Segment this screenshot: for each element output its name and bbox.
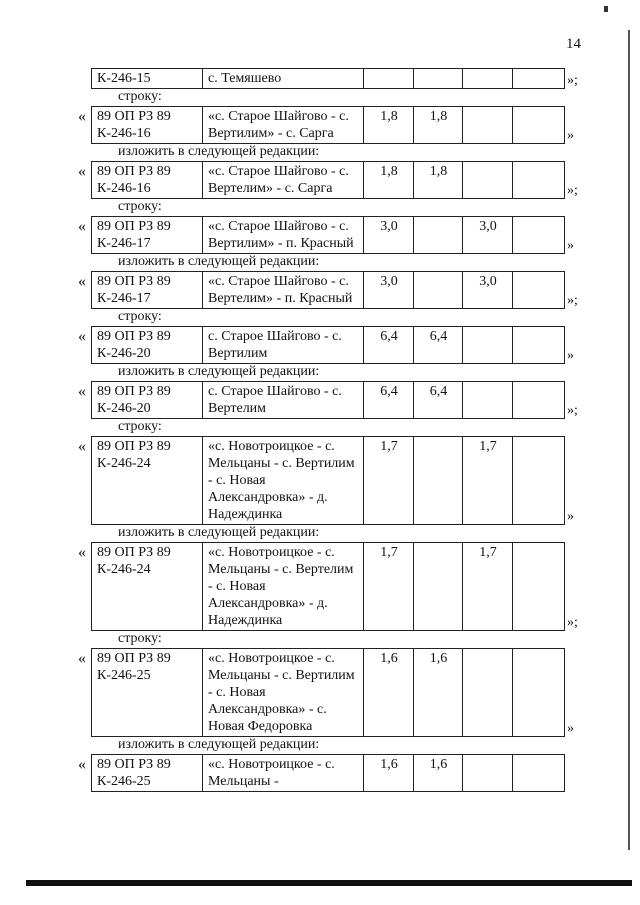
closing-quote: »: [567, 721, 574, 736]
closing-quote: »: [567, 348, 574, 363]
value-cell: [463, 107, 513, 144]
table-row: [78, 161, 608, 199]
instruction-line: [78, 631, 608, 648]
value-cell: [463, 649, 513, 737]
scan-mark: [604, 6, 608, 12]
page-number: 14: [566, 36, 581, 52]
road-name-cell: «с. Старое Шайгово - с. Вертилим» - п. Красный: [203, 217, 364, 254]
closing-quote: »: [567, 509, 574, 524]
value-cell: [513, 327, 565, 364]
value-cell: 1,8: [364, 107, 414, 144]
instruction-text: строку:: [118, 419, 162, 434]
value-cell: [513, 272, 565, 309]
instruction-line: [78, 199, 608, 216]
opening-quote: «: [78, 328, 86, 345]
value-cell: 1,6: [414, 649, 463, 737]
opening-quote: «: [78, 218, 86, 235]
value-cell: [414, 543, 463, 631]
closing-quote: »;: [567, 615, 578, 630]
closing-quote: »;: [567, 73, 578, 88]
value-cell: [463, 327, 513, 364]
data-table: [91, 754, 565, 792]
document-body: [78, 68, 608, 792]
value-cell: [513, 543, 565, 631]
road-code-cell: 89 ОП РЗ 89 К-246-17: [92, 217, 203, 254]
data-table: [91, 542, 565, 631]
road-code-cell: 89 ОП РЗ 89 К-246-25: [92, 755, 203, 792]
closing-quote: »: [567, 238, 574, 253]
value-cell: [513, 217, 565, 254]
instruction-line: [78, 419, 608, 436]
closing-quote: »;: [567, 293, 578, 308]
closing-quote: »: [567, 128, 574, 143]
value-cell: 1,6: [414, 755, 463, 792]
table-row: [78, 216, 608, 254]
instruction-line: [78, 254, 608, 271]
value-cell: 1,7: [463, 543, 513, 631]
road-name-cell: «с. Новотроицкое - с. Мельцаны - с. Вертилим - с. Новая Александровка» - д. Надеждинка: [203, 437, 364, 525]
road-code-cell: 89 ОП РЗ 89 К-246-16: [92, 162, 203, 199]
road-name-cell: с. Старое Шайгово - с. Вертелим: [203, 382, 364, 419]
bottom-rule: [26, 880, 632, 886]
value-cell: [513, 69, 565, 89]
opening-quote: «: [78, 163, 86, 180]
road-name-cell: «с. Новотроицкое - с. Мельцаны - с. Вертелим - с. Новая Александровка» - д. Надеждинка: [203, 543, 364, 631]
value-cell: [513, 382, 565, 419]
road-name-cell: «с. Старое Шайгово - с. Вертелим» - п. Красный: [203, 272, 364, 309]
table-row: [78, 542, 608, 631]
value-cell: [513, 755, 565, 792]
value-cell: [463, 162, 513, 199]
road-code-cell: 89 ОП РЗ 89 К-246-16: [92, 107, 203, 144]
value-cell: 1,8: [414, 107, 463, 144]
amendment-list: [78, 89, 608, 792]
value-cell: 6,4: [364, 327, 414, 364]
instruction-text: строку:: [118, 199, 162, 214]
data-table: [91, 106, 565, 144]
instruction-line: [78, 525, 608, 542]
instruction-text: изложить в следующей редакции:: [118, 525, 320, 540]
data-table: [91, 161, 565, 199]
value-cell: [414, 272, 463, 309]
value-cell: [513, 107, 565, 144]
road-name-cell: «с. Старое Шайгово - с. Вертелим» - с. Сарга: [203, 162, 364, 199]
instruction-line: [78, 364, 608, 381]
opening-quote: «: [78, 756, 86, 773]
value-cell: [364, 69, 414, 89]
value-cell: [414, 217, 463, 254]
value-cell: [513, 162, 565, 199]
instruction-line: [78, 309, 608, 326]
closing-quote: »;: [567, 403, 578, 418]
instruction-line: [78, 737, 608, 754]
road-code-cell: 89 ОП РЗ 89 К-246-24: [92, 437, 203, 525]
road-code-cell: 89 ОП РЗ 89 К-246-20: [92, 327, 203, 364]
road-name-cell: «с. Новотроицкое - с. Мельцаны -: [203, 755, 364, 792]
table-row: [78, 648, 608, 737]
road-code-cell: 89 ОП РЗ 89 К-246-20: [92, 382, 203, 419]
opening-quote: «: [78, 383, 86, 400]
value-cell: 1,7: [364, 437, 414, 525]
value-cell: 6,4: [414, 382, 463, 419]
opening-quote: «: [78, 650, 86, 667]
value-cell: 6,4: [414, 327, 463, 364]
data-table: [91, 648, 565, 737]
closing-quote: »;: [567, 183, 578, 198]
value-cell: [463, 69, 513, 89]
value-cell: 1,6: [364, 649, 414, 737]
road-code-cell: 89 ОП РЗ 89 К-246-24: [92, 543, 203, 631]
value-cell: [513, 649, 565, 737]
instruction-text: изложить в следующей редакции:: [118, 737, 320, 752]
table-row: [78, 106, 608, 144]
value-cell: 1,8: [414, 162, 463, 199]
road-name-cell: «с. Старое Шайгово - с. Вертилим» - с. Сарга: [203, 107, 364, 144]
value-cell: [414, 69, 463, 89]
road-name-cell: с. Старое Шайгово - с. Вертилим: [203, 327, 364, 364]
road-code-cell: К-246-15: [92, 69, 203, 89]
table-row-top: [78, 68, 608, 89]
value-cell: 1,7: [364, 543, 414, 631]
road-name-cell: «с. Новотроицкое - с. Мельцаны - с. Вертилим - с. Новая Александровка» - с. Новая Федоровка: [203, 649, 364, 737]
opening-quote: «: [78, 544, 86, 561]
data-table: [91, 381, 565, 419]
table-row: [78, 754, 608, 792]
table-row: [78, 381, 608, 419]
opening-quote: «: [78, 438, 86, 455]
value-cell: [463, 382, 513, 419]
table-row: [78, 271, 608, 309]
instruction-line: [78, 144, 608, 161]
data-table: [91, 271, 565, 309]
value-cell: 3,0: [364, 272, 414, 309]
opening-quote: «: [78, 273, 86, 290]
table-row: [78, 326, 608, 364]
scan-edge-line: [628, 30, 630, 850]
instruction-text: строку:: [118, 631, 162, 646]
table-row: [78, 436, 608, 525]
value-cell: 3,0: [364, 217, 414, 254]
value-cell: 3,0: [463, 217, 513, 254]
instruction-text: строку:: [118, 89, 162, 104]
road-code-cell: 89 ОП РЗ 89 К-246-17: [92, 272, 203, 309]
instruction-text: изложить в следующей редакции:: [118, 364, 320, 379]
value-cell: [463, 755, 513, 792]
value-cell: 1,6: [364, 755, 414, 792]
data-table: [91, 326, 565, 364]
data-table: [91, 216, 565, 254]
data-table: [91, 436, 565, 525]
road-name-cell: с. Темяшево: [203, 69, 364, 89]
instruction-line: [78, 89, 608, 106]
instruction-text: изложить в следующей редакции:: [118, 254, 320, 269]
opening-quote: «: [78, 108, 86, 125]
value-cell: [513, 437, 565, 525]
instruction-text: изложить в следующей редакции:: [118, 144, 320, 159]
value-cell: 3,0: [463, 272, 513, 309]
value-cell: [414, 437, 463, 525]
value-cell: 1,8: [364, 162, 414, 199]
instruction-text: строку:: [118, 309, 162, 324]
value-cell: 6,4: [364, 382, 414, 419]
value-cell: 1,7: [463, 437, 513, 525]
data-table: [91, 68, 565, 89]
road-code-cell: 89 ОП РЗ 89 К-246-25: [92, 649, 203, 737]
